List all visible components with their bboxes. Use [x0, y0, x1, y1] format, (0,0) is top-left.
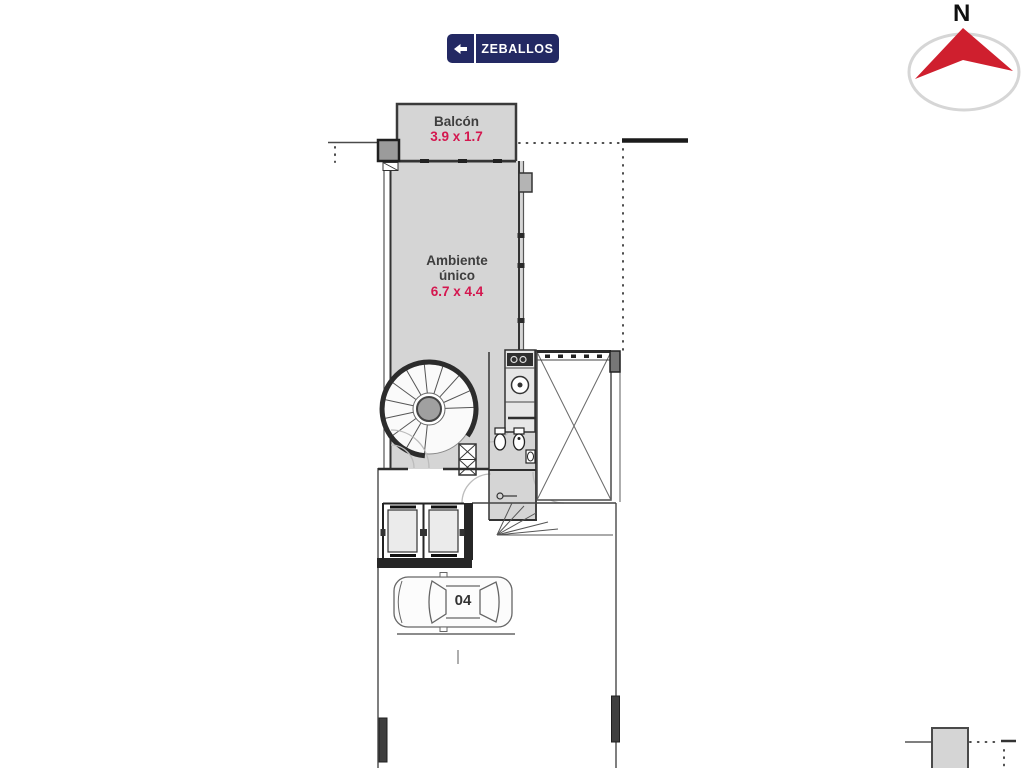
balcony-label — [397, 114, 516, 145]
toilet-icon — [495, 434, 506, 450]
parking-space-number: 04 — [454, 592, 472, 609]
elevator-shafts — [377, 469, 489, 568]
shaft-column — [610, 351, 620, 372]
void-shaft — [537, 351, 620, 500]
main-room-dimensions: 6.7 x 4.4 — [430, 283, 484, 299]
elevator-car-1 — [388, 510, 417, 552]
stair-center-column — [417, 397, 441, 421]
wall-unit — [519, 173, 532, 192]
corner-column — [378, 140, 399, 161]
bidet-icon — [514, 434, 525, 450]
main-room-label — [391, 253, 523, 299]
main-room-name: Ambiente único — [426, 253, 488, 284]
compass-north-label: N — [953, 0, 971, 27]
street-sign-label: ZEBALLOS — [481, 41, 554, 56]
balcony-name: Balcón — [433, 114, 479, 129]
balcony-dimensions: 3.9 x 1.7 — [430, 129, 483, 145]
elevator-car-2 — [429, 510, 458, 552]
neighbor-plan-stub — [905, 728, 1016, 768]
car-outline — [394, 573, 515, 665]
